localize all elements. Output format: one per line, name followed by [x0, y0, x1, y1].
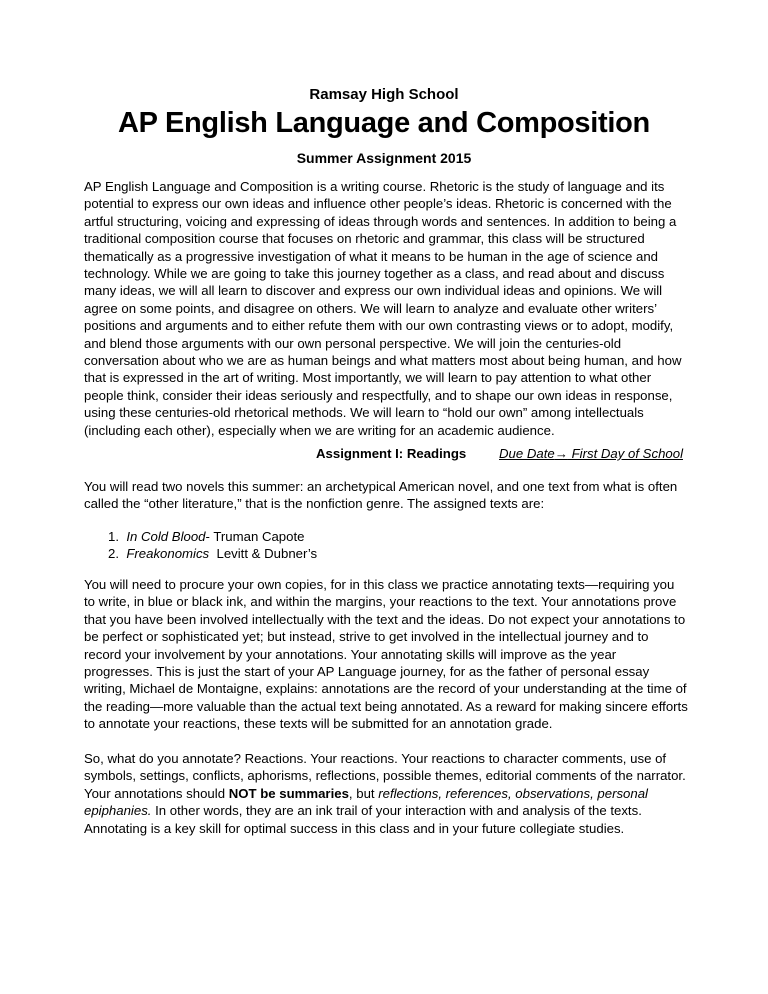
due-prefix: Due Date — [499, 446, 555, 461]
final-text-1: So, what do you annotate? Reactions. Your reactions. Your reactions to character comments, use of symbols, settings, conflicts, aphorisms, reflections, possible themes, editorial comments of the narrator. Your annotations should — [84, 751, 686, 801]
list-number: 2. — [108, 546, 119, 562]
school-name: Ramsay High School — [309, 86, 459, 103]
emphasis-bold: NOT be summaries — [228, 785, 349, 801]
assignment-heading-row — [84, 446, 688, 464]
due-suffix: First Day of School — [567, 446, 683, 461]
assignment-subtitle: Summer Assignment 2015 — [296, 150, 472, 166]
book-author: Levitt & Dubner’s — [209, 546, 318, 562]
list-item — [108, 528, 317, 545]
emphasis-italic: reflections, references, observations, personal epiphanies. — [84, 785, 648, 819]
final-text-2: , but — [348, 785, 379, 801]
final-paragraph — [84, 750, 688, 837]
readings-list — [108, 528, 317, 563]
course-title: AP English Language and Composition — [118, 107, 650, 139]
list-number: 1. — [108, 529, 119, 544]
intro-paragraph: AP English Language and Composition is a writing course. Rhetoric is the study of language and its potential to express our own ideas and influence other people’s ideas. Rhetoric is concerned with the artful structuring, voicing and expressing of ideas through words and sentences. In addition to being a traditional composition course that focuses on rhetoric and grammar, this class will be structured thematically as a progressive investigation of what it means to be human in the age of science and technology. While we are going to take this journey together as a class, and read about and discuss many ideas, we will all learn to discover and express our own individual ideas and opinions. We will agree on some points, and disagree on others. We will learn to analyze and evaluate other writers’ positions and arguments and to either refute them with our own contrasting views or to adopt, modify, and blend those arguments with our own personal perspective. We will join the centuries-old conversation about who we are as human beings and what matters most about being human, and how that is expressed in the art of writing. Most importantly, we will learn to pay attention to what other people think, consider their ideas seriously and respectfully, and to shape our own ideas in response, using these centuries-old rhetorical methods. We will learn to “hold our own” among intellectuals (including each other), especially when we are writing for an academic audience. — [84, 179, 682, 438]
list-item — [108, 545, 317, 562]
assignment-label: Assignment I: Readings — [316, 446, 467, 461]
annotation-paragraph: You will need to procure your own copies, for in this class we practice annotating texts—requiring you to write, in blue or black ink, and within the margins, your reactions to the text. Your annotations prove that you have been involved intellectually with the text and the ideas. Do not expect your annotations to be perfect or sophisticated yet; but instead, strive to get involved in the intellectual journey and to record your involvement by your annotations. Your annotating skills will improve as the year progresses. This is just the start of your AP Language journey, for as the father of personal essay writing, Michael de Montaigne, explains: annotations are the record of your understanding at the time of the reading—more valuable than the actual text being annotated. As a reward for making sincere efforts to annotate your reactions, these texts will be submitted for an annotation grade. — [84, 577, 688, 732]
book-author: - Truman Capote — [205, 529, 305, 544]
readings-intro: You will read two novels this summer: an archetypical American novel, and one text from what is often called the “other literature,” that is the nonfiction genre. The assigned texts are: — [84, 479, 678, 512]
book-title: In Cold Blood — [126, 529, 206, 544]
book-title: Freakonomics — [126, 546, 210, 562]
due-date — [499, 446, 683, 461]
final-text-3: In other words, they are an ink trail of your interaction with and analysis of the texts. Annotating is a key skill for optimal success in this class and in your future collegiate studies. — [84, 803, 642, 836]
arrow-icon: → — [554, 446, 568, 461]
